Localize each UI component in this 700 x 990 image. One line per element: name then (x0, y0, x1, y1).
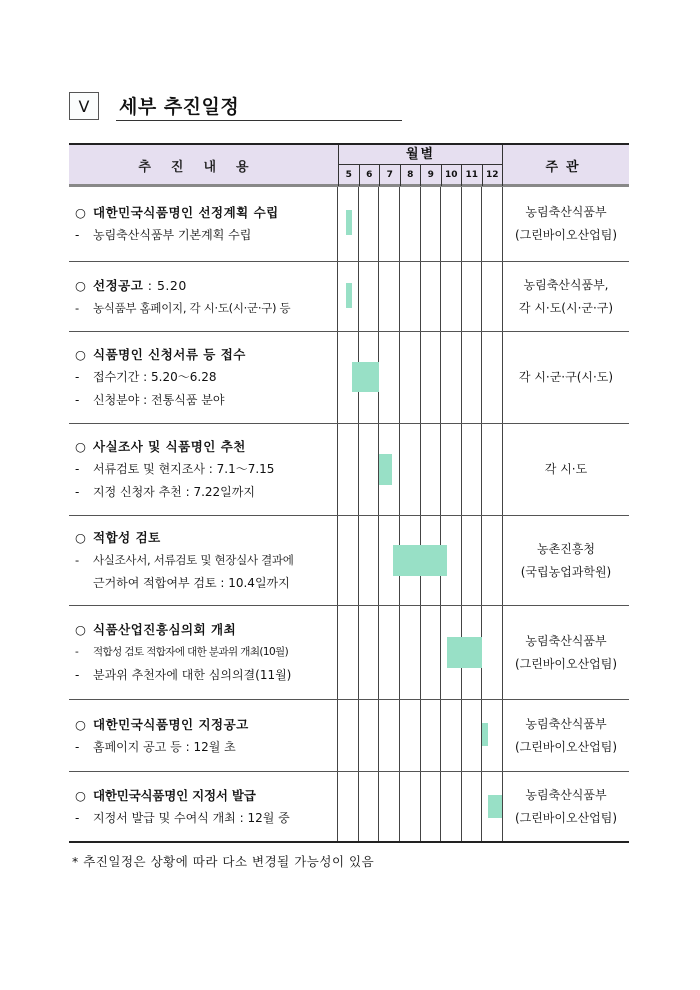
row-content (69, 187, 338, 261)
schedule-bar (447, 637, 482, 668)
row-title: 식품명인 신청서류 등 접수 (93, 347, 246, 362)
header-month-title: 월별 (339, 145, 502, 165)
row-detail: 지정 신청자 추천 : 7.22일까지 (93, 485, 255, 499)
row-organization: 농림축산식품부, 각 시·도(시·군·구) (518, 277, 614, 315)
section-title: 세부 추진일정 (119, 96, 240, 118)
schedule-bar (393, 545, 447, 576)
row-organization: 농림축산식품부 (그린바이오산업팀) (514, 716, 618, 754)
circle-bullet-icon: ○ (75, 347, 87, 362)
row-title: 적합성 검토 (93, 530, 161, 545)
row-detail: 지정서 발급 및 수여식 개최 : 12월 중 (93, 810, 290, 825)
row-content (69, 424, 338, 515)
dash-bullet-icon: - (75, 228, 80, 242)
header-month-7: 7 (380, 165, 401, 186)
schedule-bar (352, 362, 379, 392)
table-row (69, 332, 629, 424)
circle-bullet-icon: ○ (75, 205, 87, 220)
row-content (69, 772, 338, 841)
dash-bullet-icon: - (75, 810, 80, 825)
circle-bullet-icon: ○ (75, 439, 87, 454)
dash-bullet-icon: - (75, 370, 80, 384)
row-content (69, 700, 338, 771)
footnote: * 추진일정은 상황에 따라 다소 변경될 가능성이 있음 (72, 854, 375, 869)
row-detail-continuation: 근거하여 적합여부 검토 : 10.4일까지 (93, 576, 290, 590)
header-month-10: 10 (442, 165, 463, 186)
row-detail: 분과위 추천자에 대한 심의의결(11월) (93, 668, 292, 682)
row-months (338, 424, 503, 515)
header-month-8: 8 (401, 165, 422, 186)
row-title: 대한민국식품명인 지정공고 (93, 716, 249, 732)
row-months (338, 262, 503, 331)
row-title: 사실조사 및 식품명인 추천 (93, 439, 246, 454)
schedule-bar (346, 210, 352, 235)
row-organization: 농림축산식품부 (그린바이오산업팀) (514, 633, 618, 671)
header-month-6: 6 (360, 165, 381, 186)
row-title: 식품산업진흥심의회 개최 (93, 622, 237, 637)
table-header (69, 143, 629, 187)
dash-bullet-icon: - (75, 485, 80, 499)
row-months (338, 187, 503, 261)
row-detail: 신청분야 : 전통식품 분야 (93, 393, 225, 407)
row-organization: 각 시·도 (544, 462, 588, 476)
table-row (69, 516, 629, 606)
row-detail: 접수기간 : 5.20～6.28 (93, 370, 217, 384)
row-title: 선정공고 (93, 277, 144, 293)
circle-bullet-icon: ○ (75, 530, 87, 545)
row-detail: 사실조사서, 서류검토 및 현장실사 결과에 (93, 553, 294, 567)
row-organization: 농림축산식품부 (그린바이오산업팀) (514, 205, 618, 242)
header-month-12: 12 (485, 170, 499, 180)
header-month-11: 11 (462, 165, 483, 186)
row-organization: 각 시·군·구(시·도) (518, 370, 614, 384)
header-content: 추진내용 (138, 160, 269, 175)
row-months (338, 700, 503, 771)
row-detail: 농림축산식품부 기본계획 수립 (93, 228, 252, 242)
schedule-bar (488, 795, 502, 818)
row-months (338, 772, 503, 841)
section-number-box: V (69, 92, 99, 120)
circle-bullet-icon: ○ (75, 787, 86, 803)
header-month-9: 9 (421, 165, 442, 186)
row-detail: 적합성 검토 적합자에 대한 분과위 개최(10월) (93, 646, 289, 658)
header-organization: 주관 (545, 160, 587, 175)
dash-bullet-icon: - (75, 300, 79, 315)
table-row (69, 700, 629, 772)
row-title: 대한민국식품명인 선정계획 수립 (93, 205, 279, 220)
table-row (69, 606, 629, 700)
row-title: 대한민국식품명인 지정서 발급 (93, 787, 256, 803)
row-detail: 홈페이지 공고 등 : 12월 초 (93, 739, 236, 754)
row-detail: 서류검토 및 현지조사 : 7.1～7.15 (93, 462, 275, 476)
row-content (69, 262, 338, 331)
schedule-bar (482, 723, 488, 746)
header-months (339, 165, 502, 186)
row-content (69, 606, 338, 699)
header-month-group (338, 145, 503, 186)
row-content (69, 332, 338, 423)
dash-bullet-icon: - (75, 646, 79, 658)
section-underline (116, 120, 402, 121)
table-row (69, 262, 629, 332)
schedule-table (69, 143, 629, 843)
dash-bullet-icon: - (75, 668, 80, 682)
circle-bullet-icon: ○ (75, 277, 87, 293)
schedule-bar (346, 283, 352, 308)
table-row (69, 772, 629, 843)
dash-bullet-icon: - (75, 739, 80, 754)
row-organization: 농촌진흥청 (국립농업과학원) (520, 541, 612, 579)
row-detail: 농식품부 홈페이지, 각 시·도(시·군·구) 등 (93, 300, 291, 315)
row-organization: 농림축산식품부 (그린바이오산업팀) (514, 787, 618, 825)
schedule-bar (379, 454, 392, 485)
table-row (69, 187, 629, 262)
table-row (69, 424, 629, 516)
circle-bullet-icon: ○ (75, 622, 87, 637)
dash-bullet-icon: - (75, 462, 80, 476)
dash-bullet-icon: - (75, 553, 79, 567)
header-month-5: 5 (339, 165, 360, 186)
row-title-suffix: : 5.20 (143, 277, 187, 293)
row-content (69, 516, 338, 605)
dash-bullet-icon: - (75, 393, 80, 407)
circle-bullet-icon: ○ (75, 716, 87, 732)
